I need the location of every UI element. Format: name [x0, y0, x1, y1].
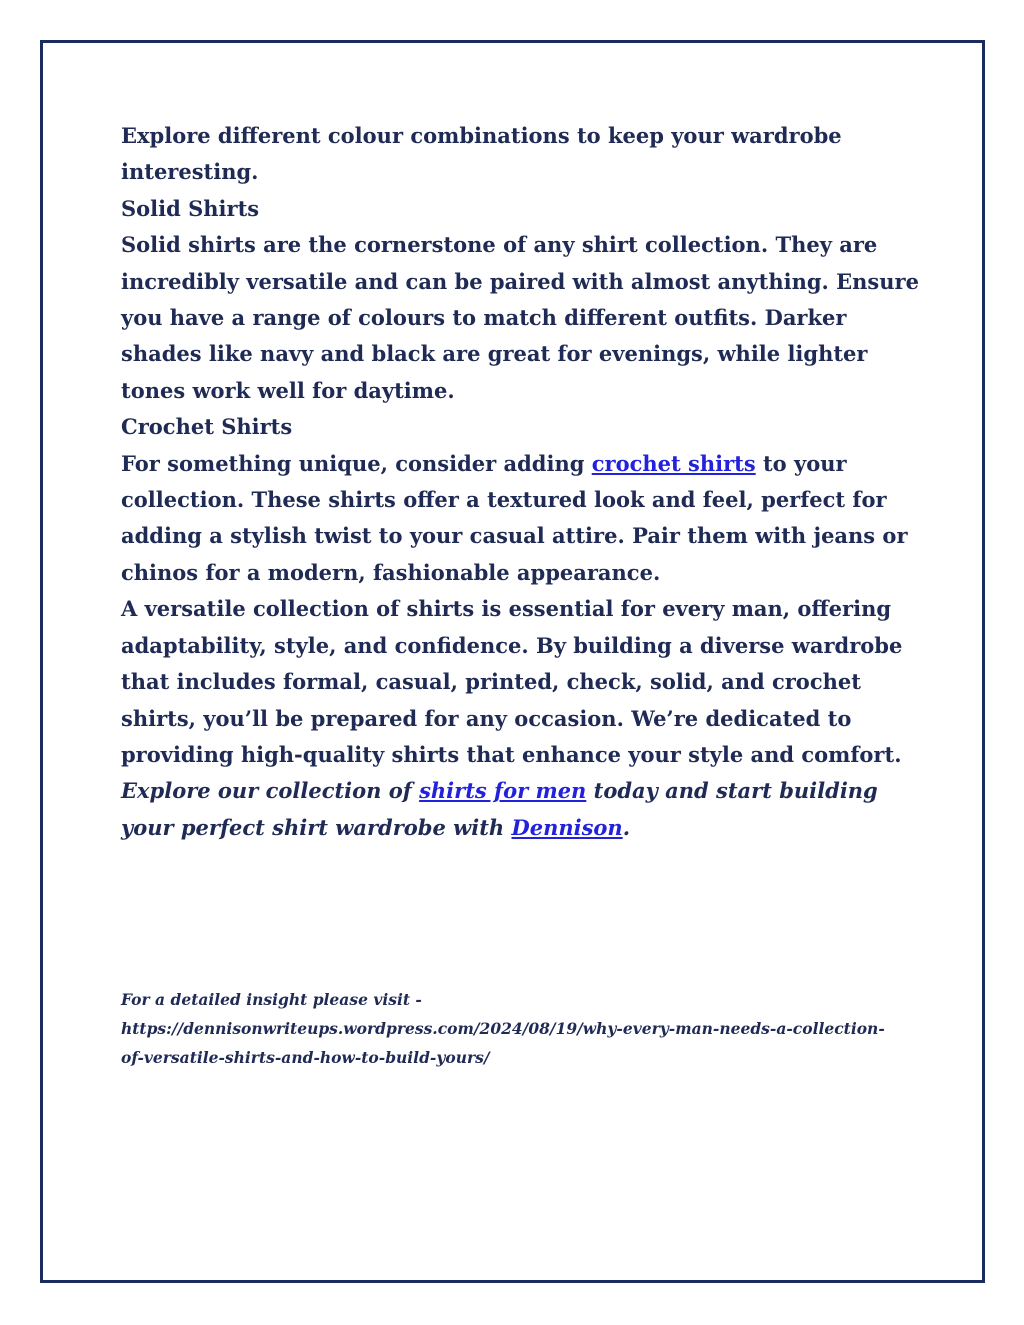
insight-url-text: For a detailed insight please visit - https://dennisonwriteups.wordpress.com/2024/08/19/why-every-man-needs-a-collection-of-versatile-shirts-and-how-to-build-yours/ — [121, 990, 885, 1067]
document-body — [121, 118, 921, 846]
crochet-text-before: For something unique, consider adding — [121, 450, 592, 476]
intro-paragraph: Explore different colour combinations to keep your wardrobe interesting. — [121, 123, 842, 185]
solid-shirts-heading: Solid Shirts — [121, 195, 260, 221]
closing-text-after: . — [622, 814, 630, 840]
footer-note — [121, 985, 901, 1072]
crochet-text-after: to your collection. These shirts offer a textured look and feel, perfect for adding a stylish twist to your casual attire. Pair them with jeans or chinos for a modern, fashionable appearance. — [121, 450, 908, 585]
crochet-shirts-paragraph — [121, 446, 921, 592]
conclusion-paragraph: A versatile collection of shirts is essential for every man, offering adaptability, style, and confidence. By building a diverse wardrobe that includes formal, casual, printed, check, solid, and crochet shirts, you’ll be prepared for any occasion. We’re dedicated to providing high-quality shirts that enhance your style and comfort. — [121, 596, 903, 767]
closing-text-middle: today and start building your perfect shirt wardrobe with — [121, 778, 878, 840]
crochet-shirts-heading: Crochet Shirts — [121, 414, 293, 440]
crochet-shirts-link[interactable]: crochet shirts — [591, 450, 756, 476]
shirts-for-men-link[interactable]: shirts for men — [419, 778, 587, 804]
dennison-link[interactable]: Dennison — [511, 814, 623, 840]
closing-paragraph — [121, 773, 921, 846]
closing-text-before: Explore our collection of — [121, 778, 420, 804]
solid-shirts-paragraph: Solid shirts are the cornerstone of any shirt collection. They are incredibly versatile and can be paired with almost anything. Ensure you have a range of colours to match different outfits. Darker shades like navy and black are great for evenings, while lighter tones work well for daytime. — [121, 232, 919, 403]
